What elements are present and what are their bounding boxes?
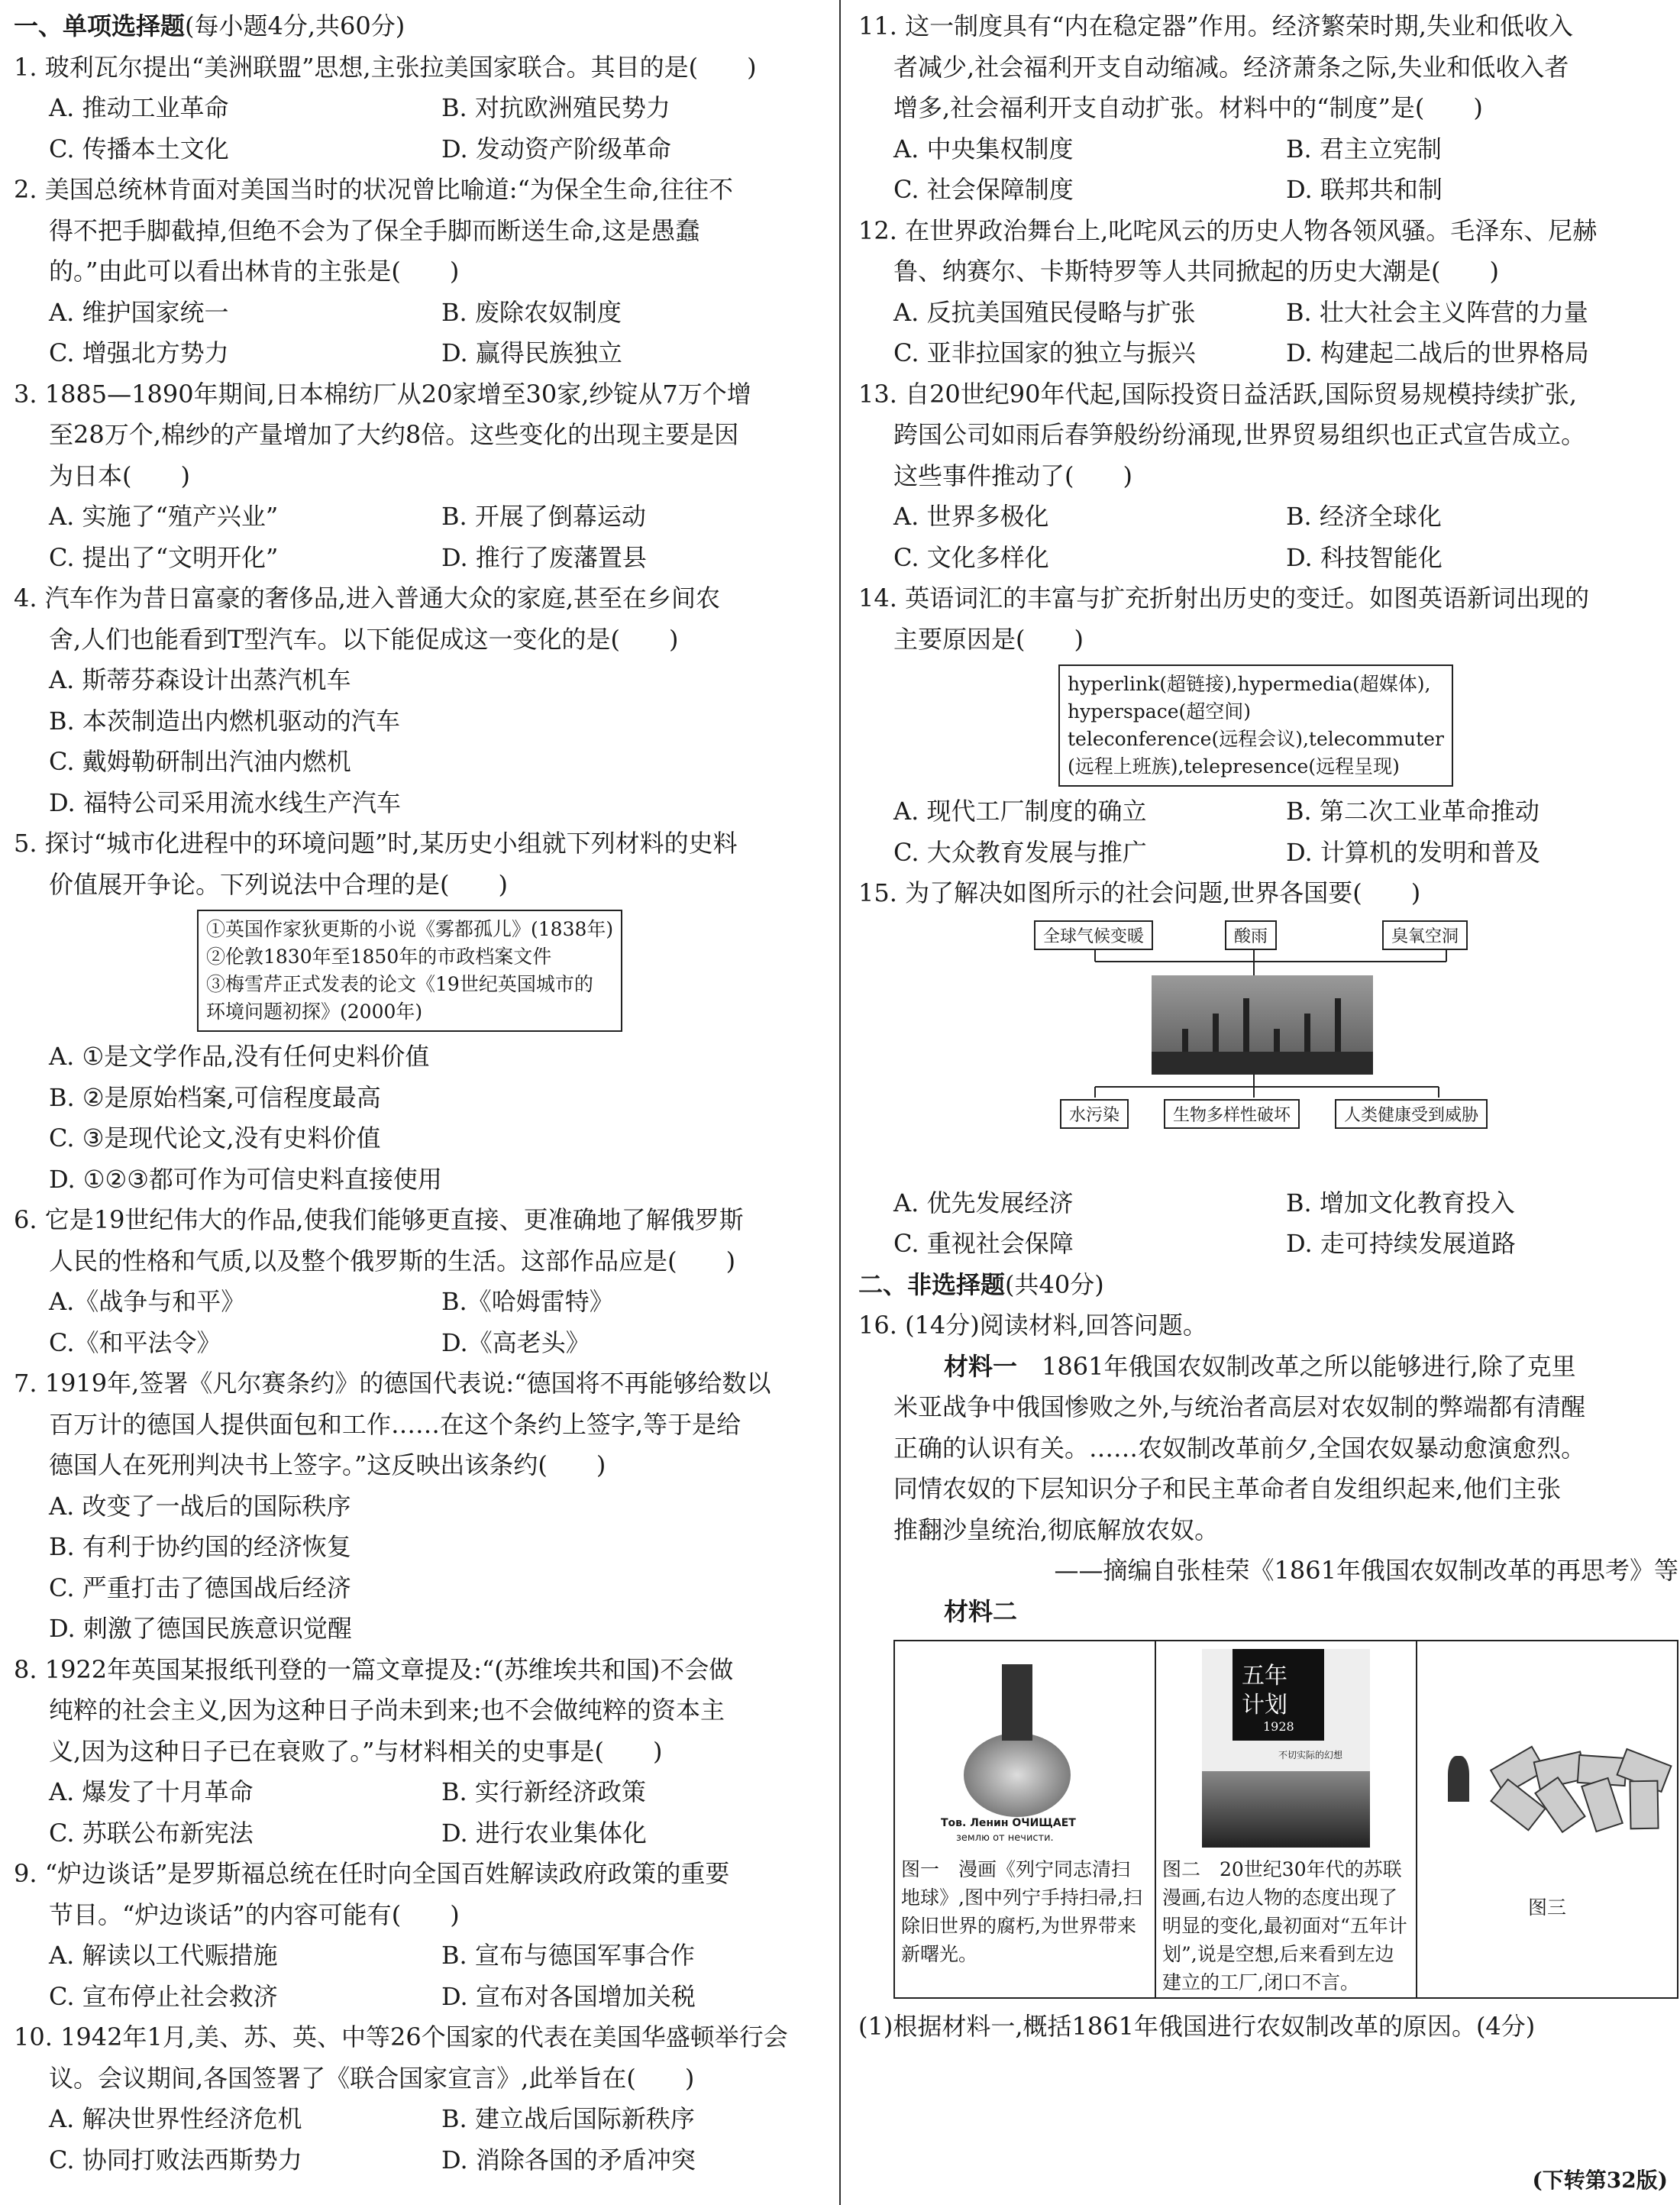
text-line: A. 改变了一战后的国际秩序 bbox=[49, 1491, 351, 1521]
section-score: (每小题4分,共60分) bbox=[185, 11, 405, 40]
option-left: C. 宣布停止社会救济 bbox=[49, 1981, 278, 2011]
text-line: 纯粹的社会主义,因为这种日子尚未到来;也不会做纯粹的资本主 bbox=[49, 1696, 725, 1725]
option-left: C. 文化多样化 bbox=[893, 542, 1049, 572]
option-left: A. 反抗美国殖民侵略与扩张 bbox=[893, 297, 1196, 327]
plan-note: 不切实际的幻想 bbox=[1278, 1750, 1343, 1760]
option-right: D. 走可持续发展道路 bbox=[1286, 1229, 1516, 1258]
option-right: D. 科技智能化 bbox=[1286, 542, 1443, 572]
material-text: 1861年俄国农奴制改革之所以能够进行,除了克里 bbox=[1042, 1351, 1576, 1381]
factory-buildings bbox=[1152, 1052, 1373, 1075]
text-line: 者减少,社会福利开支自动缩减。经济萧条之际,失业和低收入者 bbox=[893, 52, 1569, 82]
text-line: D. ①②③都可作为可信史料直接使用 bbox=[49, 1164, 442, 1194]
option-right: B. 增加文化教育投入 bbox=[1286, 1188, 1515, 1217]
plan-text: 五年 bbox=[1242, 1663, 1287, 1689]
option-left: C. 社会保障制度 bbox=[893, 175, 1074, 204]
option-right: D. 推行了废藩置县 bbox=[441, 542, 647, 572]
option-row bbox=[858, 129, 1678, 170]
question-line: 5. 探讨“城市化进程中的环境问题”时,某历史小组就下列材料的史料 bbox=[14, 829, 738, 858]
option-right: B. 第二次工业革命推动 bbox=[1286, 797, 1539, 826]
option-row bbox=[858, 1224, 1678, 1265]
text-line: B. ②是原始档案,可信程度最高 bbox=[49, 1082, 381, 1112]
option-left: C. 提出了“文明开化” bbox=[49, 542, 279, 572]
box-line: hyperspace(超空间) bbox=[1068, 700, 1252, 723]
option-right: B. 宣布与德国军事合作 bbox=[441, 1941, 695, 1970]
vocab-box bbox=[1058, 664, 1453, 787]
text-line: 增多,社会福利开支自动扩张。材料中的“制度”是( ) bbox=[893, 93, 1483, 122]
option-row bbox=[14, 2140, 834, 2181]
text-line: 百万计的德国人提供面包和工作……在这个条约上签字,等于是给 bbox=[49, 1409, 741, 1439]
text-line: 议。会议期间,各国签署了《联合国家宣言》,此举旨在( ) bbox=[49, 2063, 695, 2093]
section-title: 二、非选择题 bbox=[858, 1269, 1006, 1299]
option-right: D. 宣布对各国增加关税 bbox=[441, 1981, 696, 2011]
option-right: D. 计算机的发明和普及 bbox=[1286, 837, 1540, 867]
option-row bbox=[858, 496, 1678, 538]
option-right: D. 发动资产阶级革命 bbox=[441, 134, 671, 163]
text-line: 人民的性格和气质,以及整个俄罗斯的生活。这部作品应是( ) bbox=[49, 1246, 736, 1275]
cartoon-3 bbox=[1425, 1733, 1677, 1840]
box-line: hyperlink(超链接),hypermedia(超媒体), bbox=[1068, 673, 1431, 695]
option-left: C. 重视社会保障 bbox=[893, 1229, 1074, 1258]
text-line: B. 本茨制造出内燃机驱动的汽车 bbox=[49, 706, 400, 736]
option-right: D.《高老头》 bbox=[441, 1327, 590, 1357]
issue-box-top: 臭氧空洞 bbox=[1382, 920, 1468, 950]
option-left: A. 世界多极化 bbox=[893, 502, 1049, 531]
box-line: ③梅雪芹正式发表的论文《19世纪英国城市的 bbox=[206, 973, 593, 995]
option-right: B. 壮大社会主义阵营的力量 bbox=[1286, 297, 1588, 327]
text-line: 得不把手脚截掉,但绝不会为了保全手脚而断送生命,这是愚蠢 bbox=[49, 215, 700, 245]
question-line: 10. 1942年1月,美、苏、英、中等26个国家的代表在美国华盛顿举行会 bbox=[14, 2022, 788, 2051]
option-right: B. 君主立宪制 bbox=[1286, 134, 1442, 163]
factory-photo bbox=[1152, 975, 1373, 1075]
material-source: ——摘编自张桂荣《1861年俄国农奴制改革的再思考》等 bbox=[1054, 1556, 1678, 1585]
cartoon-caption: 图二 20世纪30年代的苏联漫画,右边人物的态度出现了明显的变化,最初面对“五年计划”,说是空想,后来看到左边建立的工厂,闭口不言。 bbox=[1162, 1858, 1407, 1993]
text-line: C. ③是现代论文,没有史料价值 bbox=[49, 1124, 381, 1153]
option-left: C. 苏联公布新宪法 bbox=[49, 1818, 254, 1848]
option-right: D. 消除各国的矛盾冲突 bbox=[441, 2145, 696, 2174]
issue-box-bottom: 人类健康受到威胁 bbox=[1335, 1099, 1488, 1129]
option-left: A. 实施了“殖产兴业” bbox=[49, 502, 279, 531]
option-left: A. 维护国家统一 bbox=[49, 297, 229, 327]
option-right: D. 构建起二战后的世界格局 bbox=[1286, 338, 1589, 367]
box-line: 环境问题初探》(2000年) bbox=[206, 1001, 423, 1023]
question-line: 14. 英语词汇的丰富与扩充折射出历史的变迁。如图英语新词出现的 bbox=[858, 584, 1590, 613]
text-line: C. 严重打击了德国战后经济 bbox=[49, 1573, 351, 1602]
option-left: A. 解决世界性经济危机 bbox=[49, 2104, 302, 2133]
map-piece bbox=[1629, 1780, 1659, 1830]
text-line: 为日本( ) bbox=[49, 461, 190, 490]
text-line: 舍,人们也能看到T型汽车。以下能促成这一变化的是( ) bbox=[49, 624, 679, 654]
cartoon-2 bbox=[1202, 1649, 1370, 1848]
option-row bbox=[14, 538, 834, 579]
vocab-box-wrap bbox=[858, 660, 1678, 791]
option-right: D. 进行农业集体化 bbox=[441, 1818, 647, 1848]
option-row bbox=[14, 293, 834, 334]
option-row bbox=[858, 170, 1678, 211]
text-line: 这些事件推动了( ) bbox=[893, 461, 1132, 490]
sources-box-wrap bbox=[14, 905, 834, 1036]
cartoon-cell bbox=[1417, 1641, 1677, 1997]
option-row bbox=[14, 2099, 834, 2140]
pollution-diagram bbox=[858, 914, 1678, 1183]
issue-box-bottom: 生物多样性破坏 bbox=[1164, 1099, 1300, 1129]
question-line: 4. 汽车作为昔日富豪的奢侈品,进入普通大众的家庭,甚至在乡间农 bbox=[14, 584, 721, 613]
text-line: 的。”由此可以看出林肯的主张是( ) bbox=[49, 257, 460, 286]
material-label: 材料一 bbox=[944, 1351, 1018, 1381]
issue-box-bottom: 水污染 bbox=[1060, 1099, 1129, 1129]
option-right: B.《哈姆雷特》 bbox=[441, 1287, 614, 1316]
text-line: A. 斯蒂芬森设计出蒸汽机车 bbox=[49, 665, 351, 694]
question-line: 12. 在世界政治舞台上,叱咤风云的历史人物各领风骚。毛泽东、尼赫 bbox=[858, 215, 1598, 245]
text-line: 跨国公司如雨后春笋般纷纷涌现,世界贸易组织也正式宣告成立。 bbox=[893, 420, 1586, 449]
poster-caption: землю от нечисти. bbox=[956, 1832, 1054, 1844]
option-row bbox=[858, 791, 1678, 833]
plan-text: 计划 bbox=[1242, 1692, 1287, 1718]
question-line: 6. 它是19世纪伟大的作品,使我们能够更直接、更准确地了解俄罗斯 bbox=[14, 1205, 744, 1234]
question-line: 15. 为了解决如图所示的社会问题,世界各国要( ) bbox=[858, 878, 1421, 907]
question-line: (1)根据材料一,概括1861年俄国进行农奴制改革的原因。(4分) bbox=[858, 2012, 1536, 2041]
option-row bbox=[858, 833, 1678, 874]
option-left: A. 中央集权制度 bbox=[893, 134, 1074, 163]
option-left: A. 推动工业革命 bbox=[49, 93, 229, 122]
material-line: 推翻沙皇统治,彻底解放农奴。 bbox=[893, 1515, 1220, 1544]
material-line: 正确的认识有关。……农奴制改革前夕,全国农奴暴动愈演愈烈。 bbox=[893, 1433, 1586, 1463]
option-left: C.《和平法令》 bbox=[49, 1327, 221, 1357]
cartoon-cell bbox=[895, 1641, 1156, 1997]
option-row bbox=[14, 1935, 834, 1977]
question-line: 8. 1922年英国某报纸刊登的一篇文章提及:“(苏维埃共和国)不会做 bbox=[14, 1654, 734, 1684]
text-line: 节目。“炉边谈话”的内容可能有( ) bbox=[49, 1899, 460, 1929]
question-line: 2. 美国总统林肯面对美国当时的状况曾比喻道:“为保全生命,往往不 bbox=[14, 175, 734, 204]
option-right: B. 废除农奴制度 bbox=[441, 297, 622, 327]
option-row bbox=[14, 1977, 834, 2018]
text-line: 义,因为这种日子已在衰败了。”与材料相关的史事是( ) bbox=[49, 1736, 663, 1766]
option-row bbox=[858, 1183, 1678, 1224]
option-right: B. 开展了倒幕运动 bbox=[441, 502, 646, 531]
question-line: 3. 1885—1890年期间,日本棉纺厂从20家增至30家,纱锭从7万个增 bbox=[14, 379, 751, 409]
material-first-line bbox=[858, 1347, 1678, 1388]
poster-caption: Тов. Ленин ОЧИЩАЕТ bbox=[941, 1817, 1076, 1829]
question-line: 16. (14分)阅读材料,回答问题。 bbox=[858, 1311, 1207, 1340]
globe-drawing bbox=[964, 1733, 1071, 1817]
option-left: A. 现代工厂制度的确立 bbox=[893, 797, 1147, 826]
page-footer: (下转第32版) bbox=[1532, 2168, 1668, 2193]
option-row bbox=[14, 333, 834, 374]
text-line: C. 戴姆勒研制出汽油内燃机 bbox=[49, 747, 351, 776]
text-line: D. 福特公司采用流水线生产汽车 bbox=[49, 787, 401, 817]
material-label: 材料二 bbox=[944, 1596, 1018, 1626]
text-line: D. 刺激了德国民族意识觉醒 bbox=[49, 1614, 352, 1643]
text-line: 主要原因是( ) bbox=[893, 624, 1084, 654]
issue-box-top: 酸雨 bbox=[1225, 920, 1277, 950]
option-right: D. 联邦共和制 bbox=[1286, 175, 1443, 204]
cartoon-table bbox=[893, 1640, 1678, 1999]
option-row bbox=[858, 538, 1678, 579]
lenin-figure bbox=[1002, 1664, 1032, 1741]
option-left: A.《战争与和平》 bbox=[49, 1287, 246, 1316]
option-right: B. 建立战后国际新秩序 bbox=[441, 2104, 695, 2133]
section-title: 一、单项选择题 bbox=[14, 11, 186, 40]
option-left: C. 亚非拉国家的独立与振兴 bbox=[893, 338, 1196, 367]
material-line: 米亚战争中俄国惨败之外,与统治者高层对农奴制的弊端都有清醒 bbox=[893, 1392, 1586, 1421]
option-row bbox=[14, 1323, 834, 1364]
option-right: B. 实行新经济政策 bbox=[441, 1777, 646, 1806]
section-heading bbox=[858, 1265, 1678, 1306]
option-left: A. 解读以工代赈措施 bbox=[49, 1941, 278, 1970]
option-left: C. 传播本土文化 bbox=[49, 134, 229, 163]
option-row bbox=[14, 129, 834, 170]
option-left: C. 增强北方势力 bbox=[49, 338, 229, 367]
option-row bbox=[14, 88, 834, 129]
box-line: teleconference(远程会议),telecommuter bbox=[1068, 728, 1444, 750]
cartoon-caption: 图一 漫画《列宁同志清扫地球》,图中列宁手持扫帚,扫除旧世界的腐朽,为世界带来新曙光。 bbox=[901, 1858, 1142, 1965]
text-line: 至28万个,棉纱的产量增加了大约8倍。这些变化的出现主要是因 bbox=[49, 420, 739, 449]
text-line: 德国人在死刑判决书上签字。”这反映出该条约( ) bbox=[49, 1450, 606, 1479]
option-left: A. 优先发展经济 bbox=[893, 1188, 1074, 1217]
question-line: 11. 这一制度具有“内在稳定器”作用。经济繁荣时期,失业和低收入 bbox=[858, 11, 1573, 40]
option-right: B. 对抗欧洲殖民势力 bbox=[441, 93, 670, 122]
option-left: C. 大众教育发展与推广 bbox=[893, 837, 1147, 867]
section-score: (共40分) bbox=[1005, 1269, 1104, 1299]
option-row bbox=[14, 1282, 834, 1323]
option-left: C. 协同打败法西斯势力 bbox=[49, 2145, 302, 2174]
text-line: A. ①是文学作品,没有任何史料价值 bbox=[49, 1042, 430, 1071]
cartoon-1 bbox=[941, 1649, 1094, 1844]
text-line: 鲁、纳赛尔、卡斯特罗等人共同掀起的历史大潮是( ) bbox=[893, 257, 1499, 286]
box-line: (远程上班族),telepresence(远程呈现) bbox=[1068, 755, 1400, 778]
option-left: A. 爆发了十月革命 bbox=[49, 1777, 254, 1806]
question-line: 7. 1919年,签署《凡尔赛条约》的德国代表说:“德国将不再能够给数以 bbox=[14, 1369, 771, 1398]
option-row bbox=[14, 1772, 834, 1813]
cartoon-caption: 图三 bbox=[1527, 1896, 1566, 1919]
section-heading bbox=[14, 6, 834, 47]
option-row bbox=[858, 333, 1678, 374]
stalin-figure bbox=[1448, 1756, 1469, 1802]
text-line: B. 有利于协约国的经济恢复 bbox=[49, 1532, 351, 1561]
option-row bbox=[858, 293, 1678, 334]
option-right: B. 经济全球化 bbox=[1286, 502, 1442, 531]
option-right: D. 赢得民族独立 bbox=[441, 338, 622, 367]
box-line: ②伦敦1830年至1850年的市政档案文件 bbox=[206, 946, 552, 968]
option-row bbox=[14, 1813, 834, 1854]
plan-year: 1928 bbox=[1263, 1719, 1294, 1734]
box-line: ①英国作家狄更斯的小说《雾都孤儿》(1838年) bbox=[206, 918, 614, 940]
question-line: 9. “炉边谈话”是罗斯福总统在任时向全国百姓解读政府政策的重要 bbox=[14, 1859, 730, 1888]
question-line: 13. 自20世纪90年代起,国际投资日益活跃,国际贸易规模持续扩张, bbox=[858, 379, 1578, 409]
issue-box-top: 全球气候变暖 bbox=[1034, 920, 1153, 950]
option-row bbox=[14, 496, 834, 538]
material-line: 同情农奴的下层知识分子和民主革命者自发组织起来,他们主张 bbox=[893, 1474, 1562, 1503]
left-column bbox=[14, 6, 834, 2181]
right-column bbox=[858, 6, 1678, 2048]
column-divider bbox=[839, 0, 841, 2205]
question-line: 1. 玻利瓦尔提出“美洲联盟”思想,主张拉美国家联合。其目的是( ) bbox=[14, 52, 757, 82]
factory-drawing bbox=[1202, 1771, 1370, 1848]
cartoon-cell bbox=[1156, 1641, 1417, 1997]
sources-box bbox=[197, 910, 622, 1032]
text-line: 价值展开争论。下列说法中合理的是( ) bbox=[49, 869, 508, 899]
